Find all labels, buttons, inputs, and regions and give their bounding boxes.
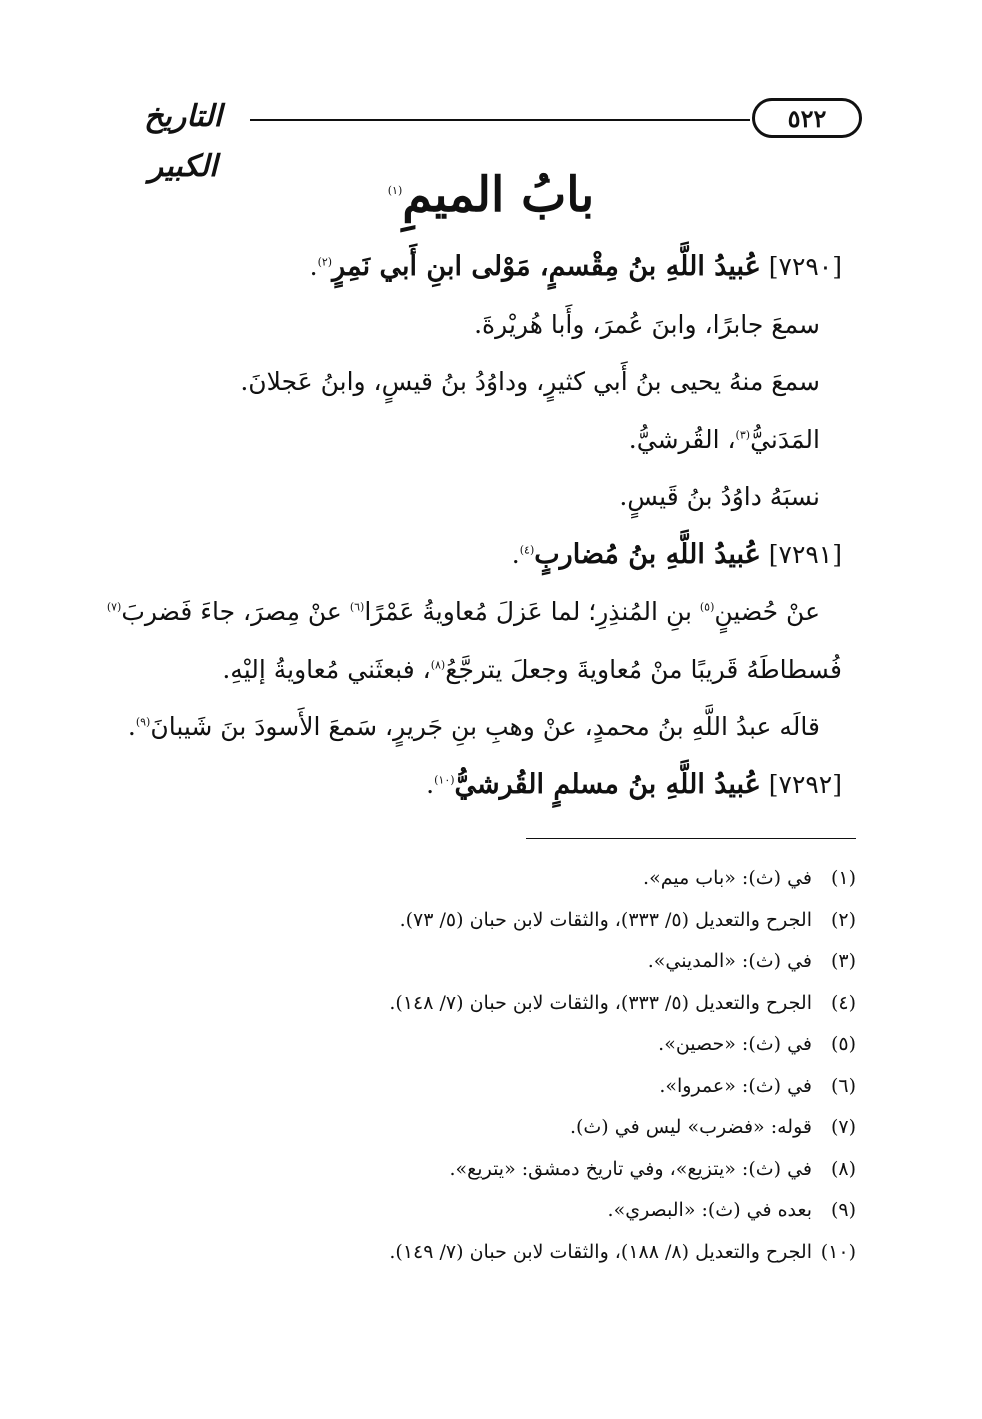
text-line: نسبَهُ داوُدُ بنُ قَيسٍ. (619, 482, 820, 511)
text-line: المَدَنيُّ$^{(٣)}$، القُرشيُّ. (628, 424, 820, 454)
text-line-entry-7292: [٧٢٩٢] عُبيدُ اللَّهِ بنُ مسلمٍ القُرشيُّ$^{(١٠)}$. (426, 768, 842, 800)
footnote-item (136, 983, 856, 1025)
footnote-item (136, 1066, 856, 1108)
chapter-title: بابُ الميمِ (402, 167, 595, 223)
footnote-text: الجرح والتعديل (٥/ ٣٣٣)، والثقات لابن حبان (٥/ ٧٣). (399, 908, 812, 931)
footnote-ref: (٧) (106, 600, 122, 614)
footnote-item (136, 900, 856, 942)
header-rule (250, 119, 750, 121)
footnote-item (136, 1190, 856, 1232)
footnote-number: (٩) (830, 1199, 856, 1221)
text-line: فُسطاطَهُ قَريبًا منْ مُعاويةَ وجعلَ يترجَّعُ$^{(٨)}$، فبعثَني مُعاويةُ إليْهِ. (222, 654, 842, 684)
footnote-ref: (٦) (349, 600, 365, 614)
footnote-text: قوله: «فضرب» ليس في (ث). (569, 1116, 812, 1138)
footnote-number: (٨) (830, 1157, 856, 1180)
footnote-text: الجرح والتعديل (٥/ ٣٣٣)، والثقات لابن حبان (٧/ ١٤٨). (389, 991, 812, 1014)
footnote-item (136, 1232, 856, 1274)
page-number: ٥٢٢ (752, 98, 862, 138)
footnote-item (136, 1149, 856, 1191)
footnote-text: في (ث): «باب ميم». (643, 867, 812, 889)
footnote-item (136, 941, 856, 983)
footnote-text: بعده في (ث): «البصري». (607, 1199, 812, 1221)
footnote-number: (٤) (830, 991, 856, 1014)
chapter-heading (0, 160, 982, 230)
footnote-number: (١) (830, 867, 856, 889)
footnote-ref: (٨) (430, 658, 446, 672)
book-title: التاريخ الكبير (144, 99, 222, 184)
text-line-entry-7290: [٧٢٩٠] عُبيدُ اللَّهِ بنُ مِقْسمٍ، مَوْلى ابنِ أَبي نَمِرٍ$^{(٢)}$. (309, 251, 842, 282)
footnote-item (136, 858, 856, 900)
entry-title: عُبيدُ اللَّهِ بنُ مسلمٍ القُرشيُّ (454, 768, 761, 800)
text-line: قالَه عبدُ اللَّهِ بنُ محمدٍ، عنْ وهبِ بنِ جَريرٍ، سَمعَ الأَسودَ بنَ شَيبانَ$^{(٩)}$. (127, 712, 820, 741)
footnote-text: في (ث): «المديني». (647, 950, 812, 972)
text-line: سمعَ منهُ يحيى بنُ أَبي كثيرٍ، وداوُدُ بنُ قيسٍ، وابنُ عَجلانَ. (240, 367, 820, 396)
footnote-ref: (٤) (519, 543, 535, 557)
footnote-ref: (٣) (735, 428, 751, 442)
footnote-separator (526, 838, 856, 839)
footnote-number: (٦) (830, 1074, 856, 1097)
footnotes (136, 858, 856, 1273)
text-line-entry-7291: [٧٢٩١] عُبيدُ اللَّهِ بنُ مُضاربٍ$^{(٤)}$. (511, 538, 842, 570)
main-text (106, 238, 842, 813)
footnote-text: في (ث): «يتزيع»، وفي تاريخ دمشق: «يتريع». (449, 1157, 812, 1180)
running-header (118, 92, 862, 184)
footnote-number: (٥) (830, 1033, 856, 1055)
footnote-ref: (١٠) (434, 773, 455, 787)
footnote-item (136, 1024, 856, 1066)
footnote-number: (٧) (830, 1116, 856, 1138)
footnote-text: في (ث): «عمروا». (659, 1074, 812, 1097)
footnote-ref: (٢) (317, 255, 333, 269)
footnote-ref: (٩) (135, 715, 151, 729)
text-line: عنْ حُضينٍ$^{(٥)}$ بنِ المُنذِرِ؛ لما عَزلَ مُعاويةُ عَمْرًا$^{(٦)}$ عنْ مِصرَ، جاءَ فَضربَ$^{(٧)}$ (106, 597, 820, 626)
footnote-ref: (١) (387, 184, 403, 197)
footnote-number: (٣) (830, 950, 856, 972)
entry-title: عُبيدُ اللَّهِ بنُ مُضاربٍ (534, 538, 761, 570)
text-line: سمعَ جابرًا، وابنَ عُمرَ، وأَبا هُريْرةَ. (474, 309, 820, 339)
footnote-number: (١٠) (820, 1240, 856, 1263)
entry-title: عُبيدُ اللَّهِ بنُ مِقْسمٍ، مَوْلى ابنِ أَبي نَمِرٍ (332, 251, 761, 282)
footnote-number: (٢) (830, 908, 856, 931)
footnote-ref: (٥) (699, 600, 715, 614)
footnote-text: الجرح والتعديل (٨/ ١٨٨)، والثقات لابن حبان (٧/ ١٤٩). (389, 1240, 812, 1263)
footnote-text: في (ث): «حصين». (658, 1033, 812, 1055)
footnote-item (136, 1107, 856, 1149)
